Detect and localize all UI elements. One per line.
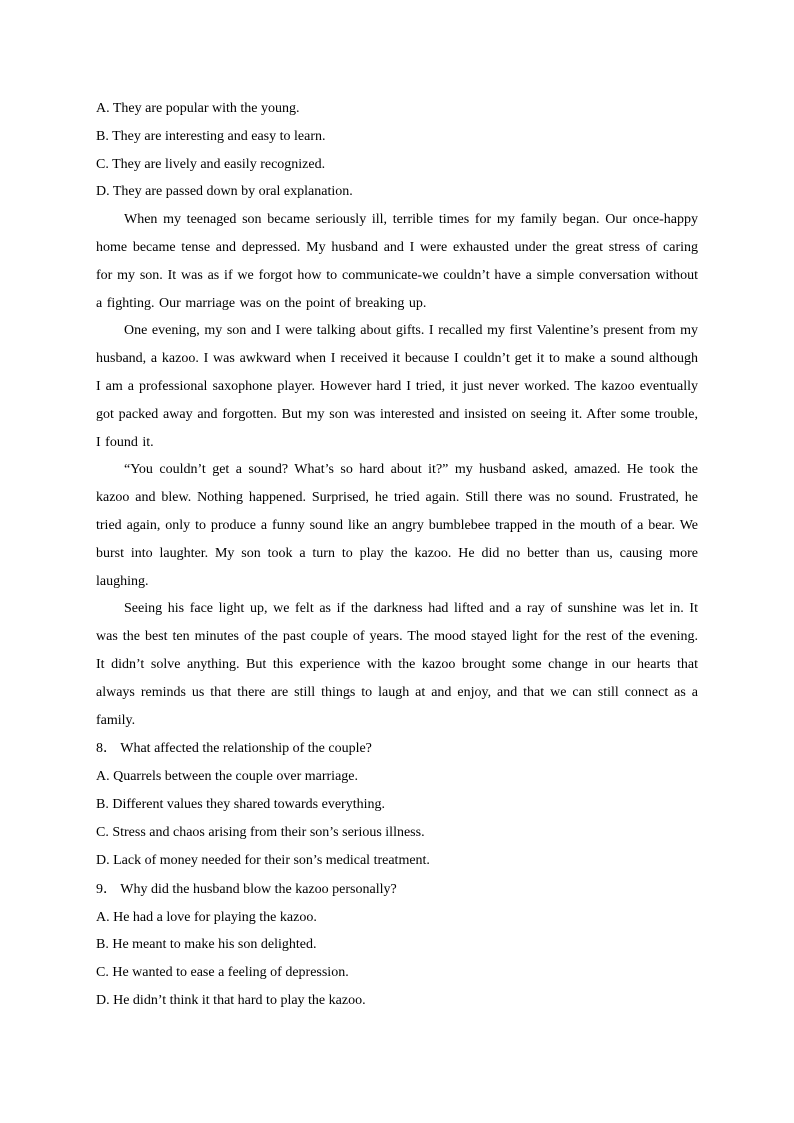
passage-paragraph-4: Seeing his face light up, we felt as if the darkness had lifted and a ray of sunshine was let in. It was the best ten minutes of the past couple of years. The mood stayed light for the rest of the evening. It didn’t solve anything. But this experience with the kazoo brought some change in our hearts that always reminds us that there are still things to laugh at and enjoy, and that we can still connect as a family. <box>96 601 698 728</box>
question-9 <box>96 875 698 1015</box>
question-number: 8． <box>96 741 117 757</box>
option-b: B. Different values they shared towards everything. <box>96 797 385 813</box>
previous-question-options <box>96 95 698 206</box>
option-d: D. Lack of money needed for their son’s medical treatment. <box>96 852 430 868</box>
option-c: C. He wanted to ease a feeling of depression. <box>96 965 349 981</box>
question-text: What affected the relationship of the couple? <box>120 741 372 757</box>
option-d: D. He didn’t think it that hard to play the kazoo. <box>96 992 366 1008</box>
option-a: A. He had a love for playing the kazoo. <box>96 909 317 925</box>
option-b: B. They are interesting and easy to learn. <box>96 128 326 144</box>
passage-paragraph-3: “You couldn’t get a sound? What’s so hard about it?” my husband asked, amazed. He took the kazoo and blew. Nothing happened. Surprised, he tried again. Still there was no sound. Frustrated, he tried again, only to produce a funny sound like an angry bumblebee trapped in the mouth of a bear. We burst into laughter. My son took a turn to play the kazoo. He did no better than us, causing more laughing. <box>96 462 698 589</box>
question-number: 9． <box>96 881 117 897</box>
passage-paragraph-2: One evening, my son and I were talking about gifts. I recalled my first Valentine’s present from my husband, a kazoo. I was awkward when I received it because I couldn’t get it to make a sound although I am a professional saxophone player. However hard I tried, it just never worked. The kazoo eventually got packed away and forgotten. But my son was interested and insisted on seeing it. After some trouble, I found it. <box>96 323 698 450</box>
option-a: A. Quarrels between the couple over marriage. <box>96 769 358 785</box>
option-c: C. Stress and chaos arising from their son’s serious illness. <box>96 824 425 840</box>
option-a: A. They are popular with the young. <box>96 101 300 116</box>
reading-passage <box>96 206 698 734</box>
question-text: Why did the husband blow the kazoo personally? <box>120 881 397 897</box>
question-stem <box>96 875 698 904</box>
option-c: C. They are lively and easily recognized. <box>96 156 326 172</box>
passage-paragraph-1: When my teenaged son became seriously ill, terrible times for my family began. Our once-happy home became tense and depressed. My husband and I were exhausted under the great stress of caring for my son. It was as if we forgot how to communicate-we couldn’t have a simple conversation without a fighting. Our marriage was on the point of breaking up. <box>96 212 698 311</box>
question-8 <box>96 734 698 874</box>
document-page <box>96 95 698 1015</box>
option-b: B. He meant to make his son delighted. <box>96 937 317 953</box>
option-d: D. They are passed down by oral explanation. <box>96 184 353 200</box>
question-stem <box>96 734 698 763</box>
